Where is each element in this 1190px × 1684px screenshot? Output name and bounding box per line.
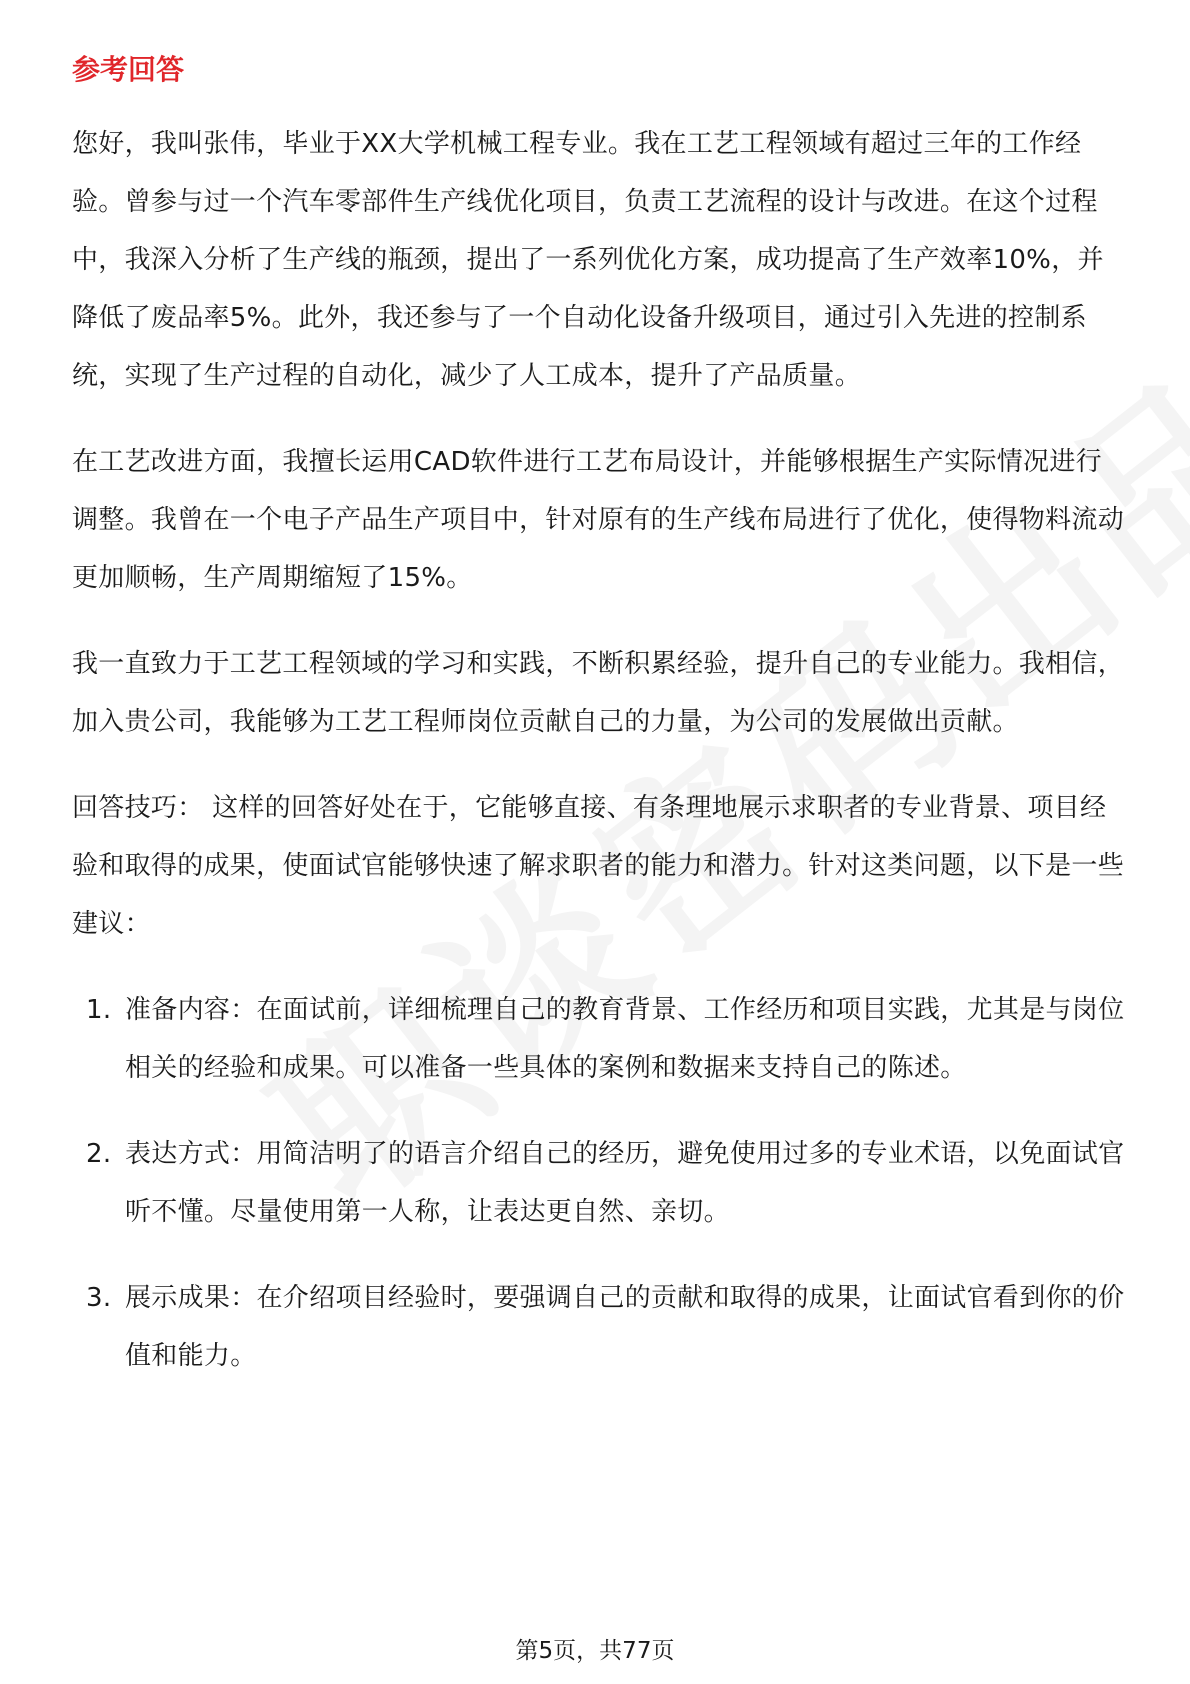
tips-list <box>72 981 1128 1385</box>
list-item-text: 表达方式：用简洁明了的语言介绍自己的经历，避免使用过多的专业术语，以免面试官听不懂。尽量使用第一人称，让表达更自然、亲切。 <box>125 1139 1125 1227</box>
list-item-number: 1. <box>86 995 112 1025</box>
section-heading: 参考回答 <box>72 53 185 86</box>
list-item-text: 准备内容：在面试前，详细梳理自己的教育背景、工作经历和项目实践，尤其是与岗位相关的经验和成果。可以准备一些具体的案例和数据来支持自己的陈述。 <box>125 995 1125 1083</box>
page-number: 第5页，共77页 <box>515 1638 675 1664</box>
list-item-number: 2. <box>86 1139 112 1169</box>
paragraph-intro: 您好，我叫张伟，毕业于XX大学机械工程专业。我在工艺工程领域有超过三年的工作经验。曾参与过一个汽车零部件生产线优化项目，负责工艺流程的设计与改进。在这个过程中，我深入分析了生产线的瓶颈，提出了一系列优化方案，成功提高了生产效率10%，并降低了废品率5%。此外，我还参与了一个自动化设备升级项目，通过引入先进的控制系统，实现了生产过程的自动化，减少了人工成本，提升了产品质量。 <box>72 129 1104 391</box>
list-item <box>72 981 1128 1097</box>
list-item-number: 3. <box>86 1283 112 1313</box>
list-item <box>72 1125 1128 1241</box>
paragraph-commitment: 我一直致力于工艺工程领域的学习和实践，不断积累经验，提升自己的专业能力。我相信，加入贵公司，我能够为工艺工程师岗位贡献自己的力量，为公司的发展做出贡献。 <box>72 649 1125 737</box>
paragraph-answer-tips: 回答技巧： 这样的回答好处在于，它能够直接、有条理地展示求职者的专业背景、项目经验和取得的成果，使面试官能够快速了解求职者的能力和潜力。针对这类问题，以下是一些建议： <box>72 793 1125 939</box>
list-item <box>72 1269 1128 1385</box>
list-item-text: 展示成果：在介绍项目经验时，要强调自己的贡献和取得的成果，让面试官看到你的价值和能力。 <box>125 1283 1125 1371</box>
paragraph-process-improvement: 在工艺改进方面，我擅长运用CAD软件进行工艺布局设计，并能够根据生产实际情况进行调整。我曾在一个电子产品生产项目中，针对原有的生产线布局进行了优化，使得物料流动更加顺畅，生产周期缩短了15%。 <box>72 447 1125 593</box>
document-body <box>72 115 1128 1413</box>
